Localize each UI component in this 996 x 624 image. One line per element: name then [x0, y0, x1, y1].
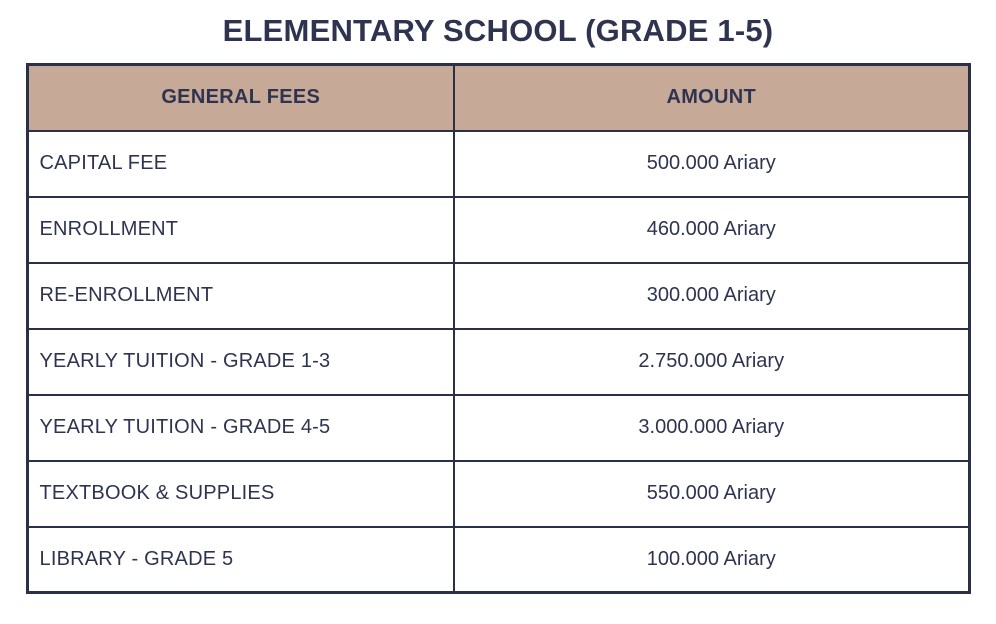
amount-cell: 300.000 Ariary [454, 263, 969, 329]
fee-schedule-page [0, 13, 996, 624]
fees-table [26, 63, 971, 594]
fee-name-cell: YEARLY TUITION - GRADE 1-3 [27, 329, 454, 395]
table-row [27, 329, 969, 395]
page-title: ELEMENTARY SCHOOL (GRADE 1-5) [222, 13, 774, 48]
column-header-amount: AMOUNT [454, 65, 969, 131]
amount-cell: 500.000 Ariary [454, 131, 969, 197]
amount-cell: 3.000.000 Ariary [454, 395, 969, 461]
table-header [27, 65, 969, 131]
table-row [27, 131, 969, 197]
amount-cell: 550.000 Ariary [454, 461, 969, 527]
amount-cell: 2.750.000 Ariary [454, 329, 969, 395]
table-row [27, 527, 969, 593]
amount-cell: 100.000 Ariary [454, 527, 969, 593]
table-row [27, 263, 969, 329]
table-body [27, 131, 969, 593]
fee-name-cell: RE-ENROLLMENT [27, 263, 454, 329]
fee-name-cell: TEXTBOOK & SUPPLIES [27, 461, 454, 527]
table-row [27, 395, 969, 461]
fee-name-cell: LIBRARY - GRADE 5 [27, 527, 454, 593]
column-header-general-fees: GENERAL FEES [27, 65, 454, 131]
fee-name-cell: ENROLLMENT [27, 197, 454, 263]
fee-name-cell: YEARLY TUITION - GRADE 4-5 [27, 395, 454, 461]
header-row [27, 65, 969, 131]
fee-name-cell: CAPITAL FEE [27, 131, 454, 197]
amount-cell: 460.000 Ariary [454, 197, 969, 263]
table-row [27, 197, 969, 263]
table-row [27, 461, 969, 527]
